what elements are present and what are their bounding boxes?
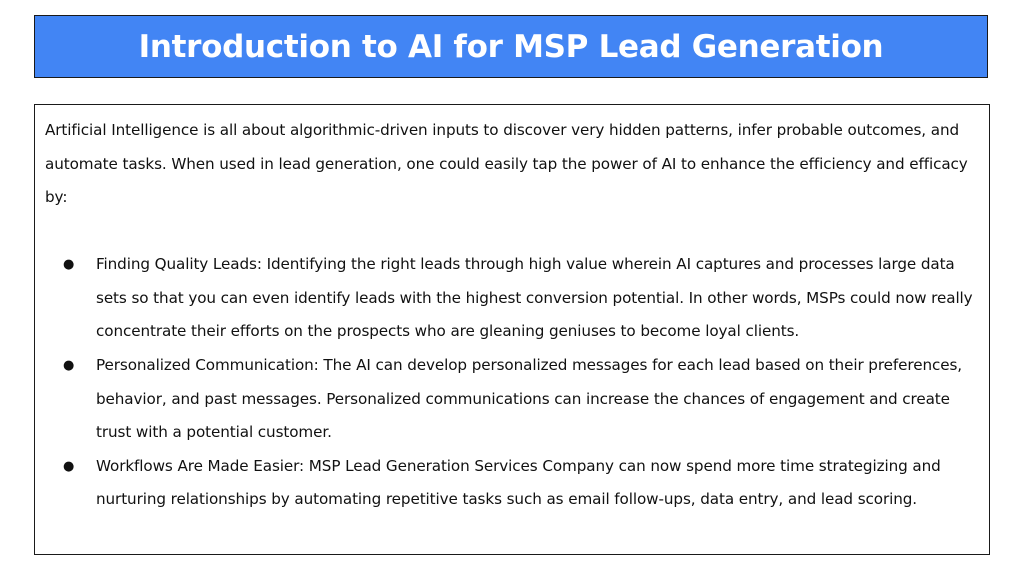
bullet-icon: ●: [63, 358, 75, 374]
bullet-list: [45, 248, 981, 517]
paragraph-spacer: [45, 215, 981, 249]
list-item-text: Finding Quality Leads: Identifying the right leads through high value wherein AI captures and processes large data sets so that you can even identify leads with the highest conversion potential. In other words, MSPs could now really concentrate their efforts on the prospects who are gleaning geniuses to become loyal clients.: [96, 255, 973, 341]
list-item: [45, 349, 981, 450]
list-item: [45, 450, 981, 517]
intro-paragraph: Artificial Intelligence is all about algorithmic-driven inputs to discover very hidden patterns, infer probable outcomes, and automate tasks. When used in lead generation, one could easily tap the power of AI to enhance the efficiency and efficacy by:: [45, 121, 968, 207]
list-item-text: Workflows Are Made Easier: MSP Lead Generation Services Company can now spend more time strategizing and nurturing relationships by automating repetitive tasks such as email follow-ups, data entry, and lead scoring.: [96, 456, 941, 509]
bullet-icon: ●: [63, 257, 75, 273]
title-banner: [34, 15, 988, 78]
content-box: [34, 104, 990, 555]
slide-title: Introduction to AI for MSP Lead Generation: [138, 28, 884, 65]
bullet-icon: ●: [63, 458, 75, 474]
list-item: [45, 248, 981, 349]
list-item-text: Personalized Communication: The AI can develop personalized messages for each lead based on their preferences, behavior, and past messages. Personalized communications can increase the chances of engagement and create trust with a potential customer.: [96, 356, 963, 442]
